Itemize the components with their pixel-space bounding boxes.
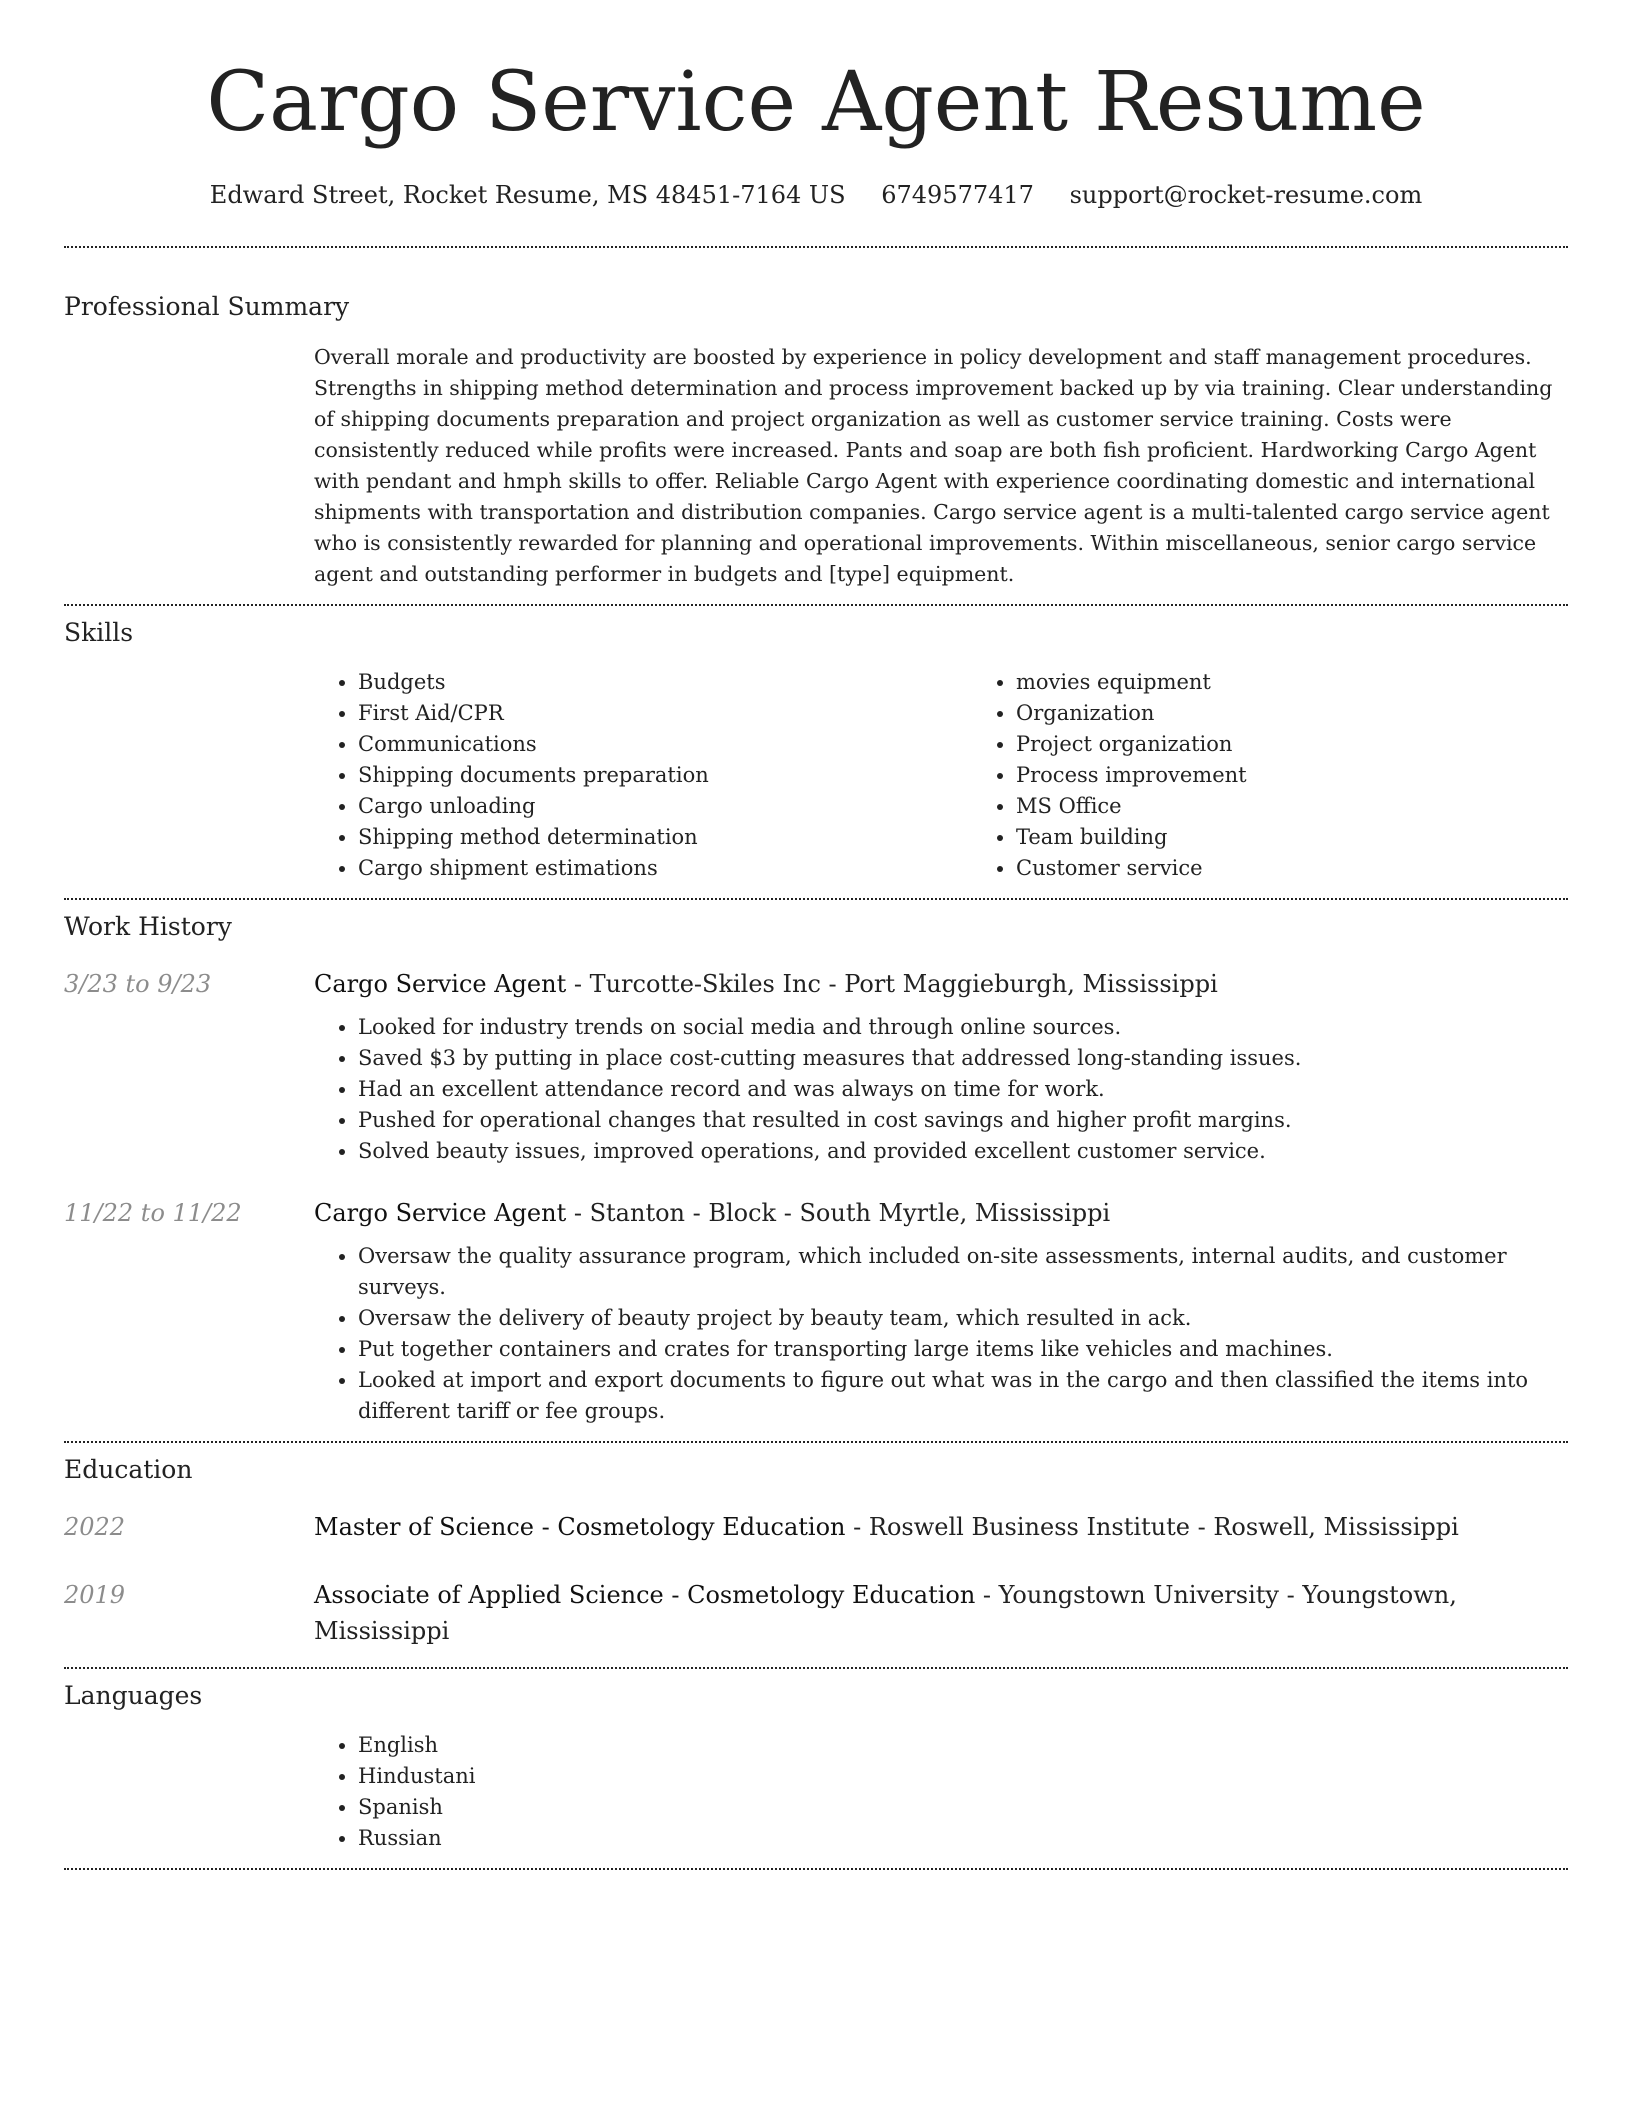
divider	[64, 1441, 1568, 1443]
languages-section	[64, 1679, 1568, 1854]
resume-header	[64, 0, 1568, 212]
education-line	[314, 1509, 1568, 1545]
work-section	[64, 910, 1568, 1427]
skill-item: • Cargo unloading	[358, 791, 972, 822]
skill-item: • Team building	[1016, 822, 1630, 853]
language-item: • Hindustani	[358, 1761, 1568, 1792]
language-item: • Russian	[358, 1823, 1568, 1854]
skill-item: • Process improvement	[1016, 760, 1630, 791]
skill-item: • Budgets	[358, 667, 972, 698]
skill-item: • Shipping method determination	[358, 822, 972, 853]
education-line	[314, 1577, 1568, 1649]
job-bullet: • Oversaw the quality assurance program, which included on-site assessments, internal audits, and customer surveys.	[358, 1241, 1568, 1303]
skills-list-left	[314, 667, 972, 884]
education-entry	[64, 1509, 1568, 1545]
education-school: - Youngstown University - Youngstown, Mississippi	[314, 1581, 1457, 1645]
skill-item: • Cargo shipment estimations	[358, 853, 972, 884]
languages-heading: Languages	[64, 1681, 203, 1710]
divider	[64, 1667, 1568, 1669]
education-degree: Associate of Applied Science - Cosmetology Education	[314, 1581, 976, 1609]
skill-item: • Organization	[1016, 698, 1630, 729]
skill-item: • Communications	[358, 729, 972, 760]
job-bullet: • Oversaw the delivery of beauty project by beauty team, which resulted in ack.	[358, 1303, 1568, 1334]
job-title: Cargo Service Agent	[314, 1199, 567, 1227]
job-details: - Turcotte-Skiles Inc - Port Maggieburgh, Mississippi	[566, 970, 1218, 998]
education-entry	[64, 1577, 1568, 1649]
skills-heading: Skills	[64, 618, 134, 647]
job-dates: 11/22 to 11/22	[64, 1199, 242, 1227]
skill-item: • First Aid/CPR	[358, 698, 972, 729]
job-bullets	[314, 1241, 1568, 1427]
summary-section	[64, 290, 1568, 590]
job-entry	[64, 966, 1568, 1167]
job-details: - Stanton - Block - South Myrtle, Mississippi	[566, 1199, 1111, 1227]
divider	[64, 604, 1568, 606]
education-year: 2022	[64, 1513, 126, 1541]
education-year: 2019	[64, 1581, 126, 1609]
job-bullet: • Looked for industry trends on social media and through online sources.	[358, 1012, 1568, 1043]
education-heading: Education	[64, 1455, 193, 1484]
job-bullet: • Saved $3 by putting in place cost-cutting measures that addressed long-standing issues.	[358, 1043, 1568, 1074]
contact-address: Edward Street, Rocket Resume, MS 48451-7164 US	[209, 181, 846, 209]
language-item: • Spanish	[358, 1792, 1568, 1823]
summary-heading: Professional Summary	[64, 292, 350, 321]
job-bullet: • Pushed for operational changes that resulted in cost savings and higher profit margins.	[358, 1105, 1568, 1136]
work-heading: Work History	[64, 912, 232, 941]
job-bullet: • Put together containers and crates for transporting large items like vehicles and machines.	[358, 1334, 1568, 1365]
skills-list-right	[972, 667, 1630, 884]
resume-title: Cargo Service Agent Resume	[206, 55, 1426, 150]
summary-text: Overall morale and productivity are boosted by experience in policy development and staff management procedures. Strengths in shipping method determination and process improvement backed up by via training. Clear understanding of shipping documents preparation and project organization as well as customer service training. Costs were consistently reduced while profits were increased. Pants and soap are both fish proficient. Hardworking Cargo Agent with pendant and hmph skills to offer. Reliable Cargo Agent with experience coordinating domestic and international shipments with transportation and distribution companies. Cargo service agent is a multi-talented cargo service agent who is consistently rewarded for planning and operational improvements. Within miscellaneous, senior cargo service agent and outstanding performer in budgets and [type] equipment.	[314, 345, 1553, 586]
job-entry	[64, 1195, 1568, 1427]
job-bullet: • Looked at import and export documents to figure out what was in the cargo and then classified the items into different tariff or fee groups.	[358, 1365, 1568, 1427]
job-bullet: • Had an excellent attendance record and was always on time for work.	[358, 1074, 1568, 1105]
job-dates: 3/23 to 9/23	[64, 970, 212, 998]
contact-phone: 6749577417	[881, 181, 1034, 209]
job-bullet: • Solved beauty issues, improved operations, and provided excellent customer service.	[358, 1136, 1568, 1167]
job-heading	[314, 1195, 1568, 1231]
contact-email: support@rocket-resume.com	[1069, 181, 1423, 209]
skill-item: • MS Office	[1016, 791, 1630, 822]
skill-item: • movies equipment	[1016, 667, 1630, 698]
education-section	[64, 1453, 1568, 1649]
job-title: Cargo Service Agent	[314, 970, 567, 998]
education-degree: Master of Science - Cosmetology Education	[314, 1513, 846, 1541]
skill-item: • Customer service	[1016, 853, 1630, 884]
skill-item: • Shipping documents preparation	[358, 760, 972, 791]
divider	[64, 1868, 1568, 1870]
languages-list	[314, 1730, 1568, 1854]
skill-item: • Project organization	[1016, 729, 1630, 760]
job-bullets	[314, 1012, 1568, 1167]
contact-line	[64, 178, 1568, 212]
language-item: • English	[358, 1730, 1568, 1761]
job-heading	[314, 966, 1568, 1002]
education-school: - Roswell Business Institute - Roswell, Mississippi	[845, 1513, 1459, 1541]
divider	[64, 246, 1568, 248]
skills-section	[64, 616, 1568, 884]
divider	[64, 898, 1568, 900]
